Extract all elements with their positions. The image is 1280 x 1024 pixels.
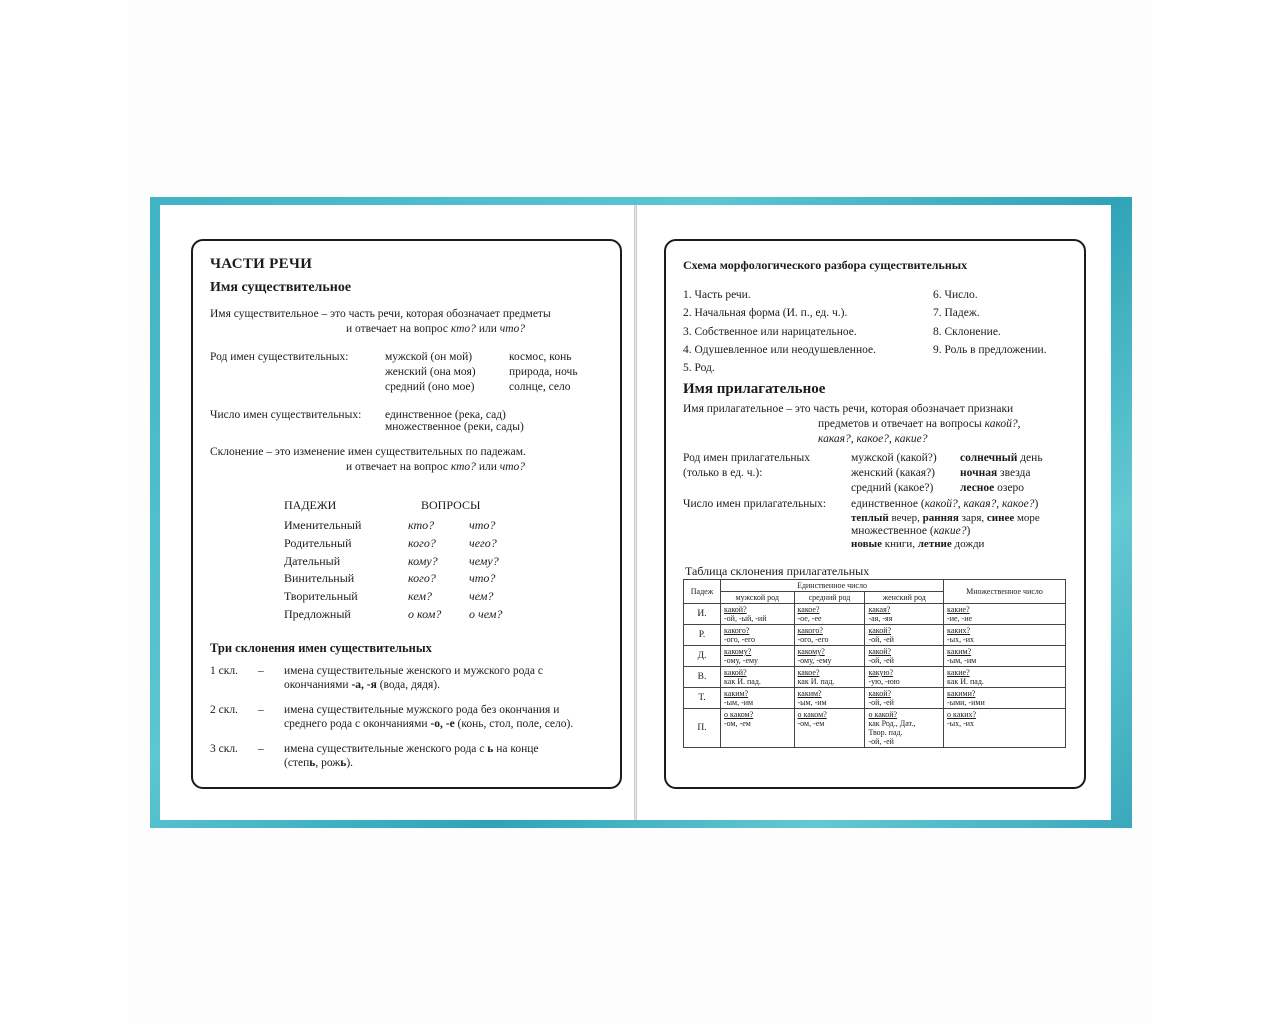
adjective-gender-item: мужской (какой?) [851, 452, 937, 464]
declension-dash: – [258, 704, 264, 716]
table-cell-p [944, 667, 1066, 688]
cell-ending: как И. пад. [797, 677, 835, 686]
cell-question: какой? [868, 689, 892, 698]
cell-question: каким? [797, 689, 822, 698]
adjective-definition-line-3: какая?, какое?, какие? [818, 433, 928, 445]
table-cell-p [944, 604, 1066, 625]
table-cell-n [794, 625, 865, 646]
cell-question: какие? [947, 668, 970, 677]
table-cell-m [721, 604, 795, 625]
table-cell-n [794, 709, 865, 748]
noun-heading: Имя существительное [210, 280, 352, 295]
cell-ending: -ом, -ем [797, 719, 825, 728]
table-row [684, 688, 1066, 709]
case-question: что? [469, 518, 496, 532]
table-row [684, 667, 1066, 688]
table-row [684, 625, 1066, 646]
cell-ending: -ие, -ие [947, 614, 973, 623]
table-cell-case: Д. [684, 646, 721, 667]
cell-question: каким? [724, 689, 749, 698]
adjective-singular-examples: теплый вечер, ранняя заря, синее море [851, 512, 1040, 524]
table-cell-case: П. [684, 709, 721, 748]
noun-gender-example: солнце, село [509, 381, 571, 393]
cell-ending: -ой, -ей [868, 656, 894, 665]
page-title: ЧАСТИ РЕЧИ [210, 256, 313, 272]
table-cell-m [721, 688, 795, 709]
cell-ending: -ым, -им [947, 656, 977, 665]
cell-question: какие? [947, 605, 970, 614]
cell-question: о каком? [724, 710, 754, 719]
cell-question: какому? [724, 647, 752, 656]
cell-question: какой? [868, 647, 892, 656]
table-cell-m [721, 709, 795, 748]
table-row [684, 646, 1066, 667]
scheme-item: 2. Начальная форма (И. п., ед. ч.). [683, 307, 848, 319]
table-header-feminine: женский род [865, 592, 944, 604]
cell-ending: -ое, -ее [797, 614, 822, 623]
table-cell-f [865, 604, 944, 625]
cell-question: какого? [797, 626, 823, 635]
case-question: что? [469, 571, 496, 585]
adjective-singular: единственное (какой?, какая?, какое?) [851, 498, 1039, 510]
cell-ending: как И. пад. [724, 677, 761, 686]
noun-gender-item: женский (она моя) [385, 366, 476, 378]
table-cell-n [794, 646, 865, 667]
cell-ending: -ыми, -ими [947, 698, 985, 707]
cell-question: какому? [797, 647, 825, 656]
table-header-neuter: средний род [794, 592, 865, 604]
case-name: Родительный [284, 536, 352, 550]
table-cell-case: В. [684, 667, 721, 688]
table-header-plural: Множественное число [944, 580, 1066, 604]
case-question: о ком? [408, 607, 442, 621]
cell-ending: -ому, -ему [797, 656, 832, 665]
cell-question: о каких? [947, 710, 977, 719]
cell-ending: -ых, -их [947, 635, 975, 644]
table-cell-f [865, 667, 944, 688]
cell-ending: -ой, -ей [868, 737, 894, 746]
noun-gender-label: Род имен существительных: [210, 351, 349, 363]
scheme-item: 8. Склонение. [933, 326, 1001, 338]
noun-gender-example: космос, конь [509, 351, 572, 363]
noun-number-label: Число имен существительных: [210, 409, 362, 421]
cell-ending: как И. пад. [947, 677, 984, 686]
cell-ending: -ая, -яя [868, 614, 893, 623]
cell-question: каких? [947, 626, 971, 635]
table-cell-m [721, 625, 795, 646]
table-cell-f [865, 709, 944, 748]
adjective-gender-example: лесное озеро [960, 482, 1025, 494]
declension-dash: – [258, 665, 264, 677]
cell-ending: -ой, -ый, -ий [724, 614, 767, 623]
table-cell-m [721, 667, 795, 688]
case-question: чего? [469, 536, 497, 550]
table-cell-n [794, 604, 865, 625]
table-cell-f [865, 688, 944, 709]
table-cell-f [865, 646, 944, 667]
cell-ending: -ых, -их [947, 719, 975, 728]
table-cell-case: И. [684, 604, 721, 625]
cell-ending: -ым, -им [797, 698, 827, 707]
scheme-item: 1. Часть речи. [683, 289, 751, 301]
noun-gender-item: мужской (он мой) [385, 351, 473, 363]
cell-question: какое? [797, 605, 820, 614]
adjective-plural: множественное (какие?) [851, 525, 971, 537]
cell-ending: -ую, -юю [868, 677, 900, 686]
noun-definition-line-2: и отвечает на вопрос кто? или что? [346, 323, 526, 335]
scheme-item: 9. Роль в предложении. [933, 344, 1047, 356]
declension-number: 3 скл. [210, 743, 238, 755]
adjective-gender-label-note: (только в ед. ч.): [683, 467, 763, 479]
declension-dash: – [258, 743, 264, 755]
adjective-definition-line-2: предметов и отвечает на вопросы какой?, [818, 418, 1021, 430]
cell-ending: -ом, -ем [724, 719, 751, 728]
scheme-item: 7. Падеж. [933, 307, 980, 319]
cell-question: о каком? [797, 710, 827, 719]
cell-ending: -ым, -им [724, 698, 754, 707]
adjective-gender-item: средний (какое?) [851, 482, 934, 494]
scheme-item: 4. Одушевленное или неодушевленное. [683, 344, 876, 356]
cell-ending: -ого, -его [724, 635, 756, 644]
adjective-declension-table [683, 579, 1066, 748]
case-question: кого? [408, 536, 436, 550]
adjective-gender-label: Род имен прилагательных [683, 452, 810, 464]
noun-number-item: множественное (реки, сады) [385, 421, 524, 433]
noun-number-item: единственное (река, сад) [385, 409, 506, 421]
declension-definition-line-1: Склонение – это изменение имен существительных по падежам. [210, 446, 526, 458]
table-cell-case: Р. [684, 625, 721, 646]
cell-ending: -ого, -его [797, 635, 829, 644]
cell-question: какой? [724, 668, 747, 677]
cell-ending: Твор. пад. [868, 728, 903, 737]
declension-definition-line-2: и отвечает на вопрос кто? или что? [346, 461, 526, 473]
declension-number: 1 скл. [210, 665, 238, 677]
table-cell-p [944, 688, 1066, 709]
cell-question: о какой? [868, 710, 898, 719]
table-header-masculine: мужской род [721, 592, 795, 604]
adjective-gender-example: солнечный день [960, 452, 1043, 464]
declension-text: имена существительные женского и мужского рода с окончаниями -а, -я (вода, дядя). [284, 665, 543, 691]
adjective-definition-line-1: Имя прилагательное – это часть речи, которая обозначает признаки [683, 403, 1014, 415]
case-name: Именительный [284, 518, 362, 532]
scheme-item: 3. Собственное или нарицательное. [683, 326, 857, 338]
three-declensions-heading: Три склонения имен существительных [210, 641, 432, 655]
table-row [684, 709, 1066, 748]
table-cell-f [865, 625, 944, 646]
cell-question: какую? [868, 668, 894, 677]
cell-question: какая? [868, 605, 891, 614]
cell-question: какого? [724, 626, 750, 635]
cell-question: каким? [947, 647, 972, 656]
adjective-gender-item: женский (какая?) [851, 467, 936, 479]
cases-header: ПАДЕЖИ [284, 498, 337, 512]
adjective-plural-examples: новые книги, летние дожди [851, 538, 985, 550]
table-cell-case: Т. [684, 688, 721, 709]
table-cell-p [944, 625, 1066, 646]
table-cell-p [944, 646, 1066, 667]
case-question: чем? [469, 589, 494, 603]
scheme-item: 5. Род. [683, 362, 715, 374]
cell-ending: -ому, -ему [724, 656, 759, 665]
noun-gender-example: природа, ночь [509, 366, 578, 378]
declension-text: имена существительные женского рода с ь на конце (степь, рожь). [284, 743, 539, 769]
declension-text: имена существительные мужского рода без окончания и среднего рода с окончаниями -о, -е (конь, стол, поле, село). [284, 704, 574, 730]
table-cell-n [794, 688, 865, 709]
table-header-case: Падеж [684, 580, 721, 604]
case-question: кем? [408, 589, 432, 603]
table-cell-n [794, 667, 865, 688]
adjective-heading: Имя прилагательное [683, 381, 826, 397]
case-name: Творительный [284, 589, 358, 603]
case-question: кого? [408, 571, 436, 585]
declension-number: 2 скл. [210, 704, 238, 716]
case-question: кто? [408, 518, 435, 532]
cell-question: какое? [797, 668, 820, 677]
case-question: о чем? [469, 607, 503, 621]
noun-definition-line-1: Имя существительное – это часть речи, которая обозначает предметы [210, 308, 551, 320]
table-row [684, 604, 1066, 625]
cell-question: какими? [947, 689, 976, 698]
cell-ending: -ой, -ей [868, 635, 894, 644]
case-name: Предложный [284, 607, 351, 621]
case-name: Дательный [284, 554, 341, 568]
cell-question: какой? [724, 605, 747, 614]
table-cell-p [944, 709, 1066, 748]
declension-table-title: Таблица склонения прилагательных [685, 564, 870, 578]
scheme-heading: Схема морфологического разбора существительных [683, 258, 968, 272]
case-question: кому? [408, 554, 438, 568]
cell-ending: как Род., Дат., [868, 719, 916, 728]
noun-gender-item: средний (оно мое) [385, 381, 475, 393]
cell-question: какой? [868, 626, 892, 635]
scheme-item: 6. Число. [933, 289, 978, 301]
case-question: чему? [469, 554, 499, 568]
notebook-spine [634, 205, 637, 820]
cell-ending: -ой, -ей [868, 698, 894, 707]
table-cell-m [721, 646, 795, 667]
questions-header: ВОПРОСЫ [421, 498, 481, 512]
case-name: Винительный [284, 571, 355, 585]
adjective-gender-example: ночная звезда [960, 467, 1031, 479]
adjective-number-label: Число имен прилагательных: [683, 498, 827, 510]
table-header-singular: Единственное число [721, 580, 944, 592]
